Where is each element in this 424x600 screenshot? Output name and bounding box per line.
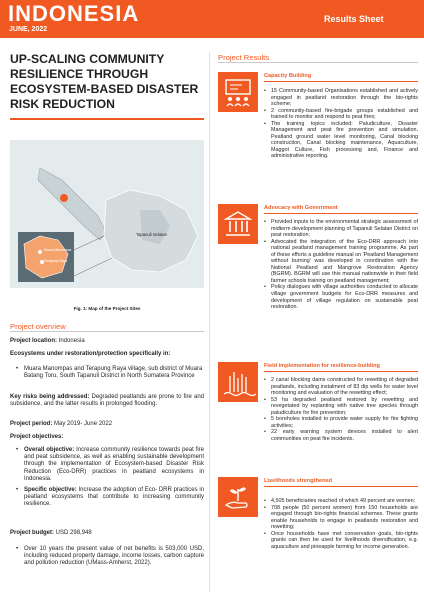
map-label-village1: Muara Manompas <box>44 248 72 252</box>
project-overview-divider <box>10 331 204 332</box>
project-site-map <box>10 140 204 288</box>
livelihoods-heading-rule <box>264 486 418 487</box>
project-budget <box>10 530 204 537</box>
key-risks <box>10 394 204 408</box>
field-item: • 53 ha degraded peatland restored by rewetting and revegetated by replanting with native tree species through paludiculture for fire prevention; <box>264 397 418 417</box>
capacity-item: • 2 community-based fire-brigade groups established and trained to monitor and respond to peat fires; <box>264 108 418 121</box>
livelihoods-heading: Livelihoods strengthened <box>264 478 333 484</box>
objective-overall-label: Overall objective: <box>24 447 75 453</box>
project-period <box>10 421 204 428</box>
left-column <box>10 52 204 120</box>
livelihoods-item: • Once households have met conservation goals, bio-rights grants can then be used for livelihoods diversification, e.g. aquaculture and pineapple farming for income generation. <box>264 531 418 551</box>
advocacy-heading: Advocacy with Government <box>264 205 338 211</box>
capacity-list <box>264 88 418 160</box>
project-period-value: May 2019- June 2022 <box>52 421 113 427</box>
wetland-reeds-icon <box>218 362 258 402</box>
capacity-item: • The training topics included: Paludiculture, Disaster Management and peat fire prevention and simulation, Peatland ground water level monitoring, Canal blocking construction, Canal blocking maintenance, Aquaculture, Maggot Culture, Fish processing and, Finance and administrative reporting. <box>264 121 418 160</box>
report-date: JUNE, 2022 <box>9 26 48 33</box>
capacity-item: • 15 Community-based Organisations established and actively engaged in peatland restoration through the bio-rights scheme; <box>264 88 418 108</box>
page-title: UP-SCALING COMMUNITY RESILIENCE THROUGH ECOSYSTEM-BASED DISASTER RISK REDUCTION <box>10 52 199 111</box>
objective-specific <box>10 487 204 509</box>
ecosystems-label-text: Ecosystems under restoration/protection specifically in: <box>10 351 171 357</box>
advocacy-item: • Provided inputs to the environmental strategic assessment of midterm development planning of Tapanuli Selatan District on peat restoration; <box>264 219 418 239</box>
field-heading-rule <box>264 371 418 372</box>
classroom-training-icon <box>218 72 258 112</box>
project-location <box>10 338 204 345</box>
project-budget-value: USD 298,948 <box>54 530 92 536</box>
livelihoods-list <box>264 498 418 550</box>
header-banner <box>0 0 424 38</box>
project-results-divider <box>218 62 418 63</box>
title-underline <box>10 118 204 120</box>
field-heading: Field implementation for resilience-building <box>264 363 380 369</box>
project-location-value: Indonesia <box>57 338 85 344</box>
column-divider <box>209 52 210 592</box>
advocacy-list <box>264 219 418 311</box>
project-period-label: Project period: <box>10 421 53 427</box>
ecosystems-item: • Muara Manompas and Terapung Raya village, sub district of Muara Batang Toru, South Tapanuli District in North Sumatera Province <box>10 366 204 380</box>
country-title: INDONESIA <box>8 1 140 26</box>
map-graphic <box>10 140 204 288</box>
livelihoods-item: • 4,505 beneficiaries reached of which 49 percent are women; <box>264 498 418 505</box>
key-risks-value: Degraded peatlands are prone to fire and subsidence, and the latter results in prolonged flooding. <box>10 394 204 408</box>
ecosystems-list <box>10 366 204 380</box>
sheet-label: Results Sheet <box>324 14 384 24</box>
map-label-region: Tapanuli Selatan <box>136 232 167 237</box>
objective-overall <box>10 447 204 483</box>
capacity-heading: Capacity Building <box>264 73 312 79</box>
objectives-list <box>10 447 204 509</box>
objectives-label <box>10 434 204 441</box>
advocacy-item: • Policy dialogues with village authorities conducted to allocate village government budgets for Eco-DRR measures and development of village regulation on sustainable peat restoration. <box>264 284 418 310</box>
objectives-label-text: Project objectives: <box>10 434 64 440</box>
growing-plant-hand-icon <box>218 477 258 517</box>
objective-specific-value: Increase the adoption of Eco- DRR practices in peatland ecosystems that contribute to increasing community resilience. <box>24 487 204 508</box>
budget-item: • Over 10 years the present value of net benefits is 503,000 USD, including reduced property damage, income losses, carbon capture and pollution reduction (UMass-Amherst, 2022). <box>10 546 204 568</box>
ecosystems-label <box>10 351 204 358</box>
advocacy-item: • Advocated the integration of the Eco-DRR approach into national peatland management training programme. As part of these efforts a guideline manual on 'Peatland Management without burning' was developed in coordination with the National Peatland and Mangrove Restoration Agency (BGRM). BGRM will use this manual nationwide in their field farmer schools training on peatland management; <box>264 239 418 285</box>
field-item: • 22 early warning system devices installed to alert communities on peat fire incidents. <box>264 429 418 442</box>
field-item: • 2 canal blocking dams constructed for rewetting of degraded peatlands, including instalment of 83 dip wells for water level monitoring and evaluation of the rewetting effect; <box>264 377 418 397</box>
map-label-village2: Terapung Raya <box>44 259 67 263</box>
project-overview-heading: Project overview <box>10 322 66 331</box>
map-caption: Fig. 1: Map of the Project Sites <box>73 306 141 311</box>
project-location-label: Project location: <box>10 338 58 344</box>
advocacy-heading-rule <box>264 213 418 214</box>
capacity-heading-rule <box>264 81 418 82</box>
objective-specific-label: Specific objective: <box>24 487 77 494</box>
field-item: • 5 boreholes installed to provide water supply for fire fighting activities; <box>264 416 418 429</box>
livelihoods-item: • 708 people (50 percent women) from 150 households are engaged through bio-rights financial schemes. These grants enable households to engage in peatlands restoration and rewetting; <box>264 505 418 531</box>
government-building-icon <box>218 204 258 244</box>
project-budget-label: Project budget: <box>10 530 55 536</box>
key-risks-label: Key risks being addressed: <box>10 394 90 400</box>
project-results-heading: Project Results <box>218 53 270 62</box>
objective-overall-value: Increase community resilience towards peat fire and peat subsidence, as well as enabling sustainable development through the implementation of Ecosystem-based Disaster Risk Reduction (Eco-DRR) practices in peatland ecosystems in Indonesia. <box>24 447 204 482</box>
field-list <box>264 377 418 442</box>
budget-list <box>10 546 204 568</box>
